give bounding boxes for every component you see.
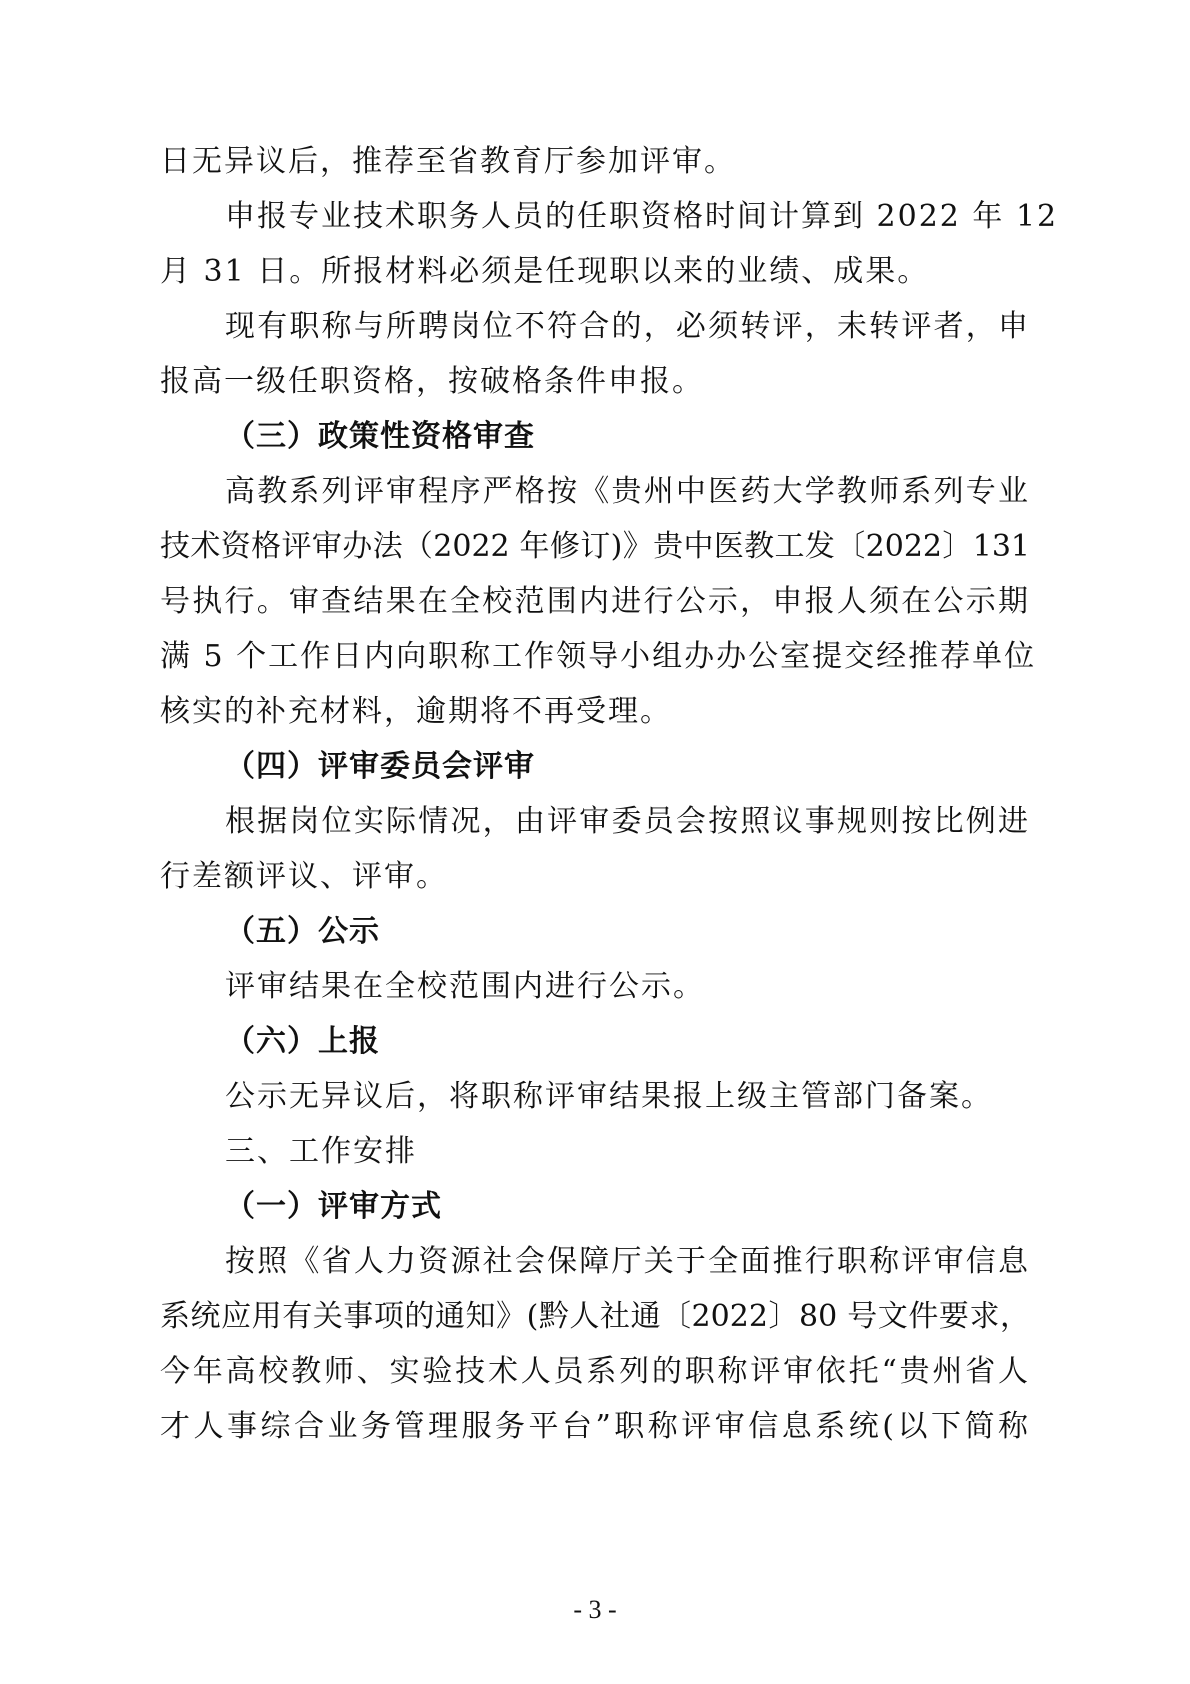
section-heading: （三）政策性资格审查 xyxy=(225,419,535,454)
paragraph-line: 现有职称与所聘岗位不符合的，必须转评，未转评者，申 xyxy=(225,309,1030,344)
paragraph-line: 行差额评议、评审。 xyxy=(160,859,448,894)
paragraph-line: 按照《省人力资源社会保障厅关于全面推行职称评审信息 xyxy=(225,1244,1030,1279)
paragraph-line: 申报专业技术职务人员的任职资格时间计算到 2022 年 12 xyxy=(225,199,1059,234)
paragraph-line: 今年高校教师、实验技术人员系列的职称评审依托“贵州省人 xyxy=(160,1354,1030,1389)
paragraph-line: 号执行。审查结果在全校范围内进行公示，申报人须在公示期 xyxy=(160,584,1030,619)
paragraph-line: 核实的补充材料，逾期将不再受理。 xyxy=(160,694,672,729)
paragraph-line: 评审结果在全校范围内进行公示。 xyxy=(225,969,705,1004)
section-heading: （五）公示 xyxy=(225,914,380,949)
section-heading: （四）评审委员会评审 xyxy=(225,749,535,784)
paragraph-line: 高教系列评审程序严格按《贵州中医药大学教师系列专业 xyxy=(225,474,1030,509)
paragraph-line: 公示无异议后，将职称评审结果报上级主管部门备案。 xyxy=(225,1079,993,1114)
part-heading: 三、工作安排 xyxy=(225,1134,417,1169)
section-heading: （六）上报 xyxy=(225,1024,380,1059)
paragraph-line: 月 31 日。所报材料必须是任现职以来的业绩、成果。 xyxy=(160,254,930,289)
paragraph-line: 报高一级任职资格，按破格条件申报。 xyxy=(160,364,704,399)
section-heading: （一）评审方式 xyxy=(225,1189,442,1224)
paragraph-line: 日无异议后，推荐至省教育厅参加评审。 xyxy=(160,144,736,179)
paragraph-line: 满 5 个工作日内向职称工作领导小组办办公室提交经推荐单位 xyxy=(160,639,1037,674)
paragraph-line: 系统应用有关事项的通知》(黔人社通〔2022〕80 号文件要求， xyxy=(160,1299,1030,1334)
paragraph-line: 技术资格评审办法（2022 年修订)》贵中医教工发〔2022〕131 xyxy=(160,529,1030,564)
page-number: - 3 - xyxy=(573,1595,617,1624)
paragraph-line: 才人事综合业务管理服务平台”职称评审信息系统(以下简称 xyxy=(160,1409,1030,1444)
paragraph-line: 根据岗位实际情况，由评审委员会按照议事规则按比例进 xyxy=(225,804,1030,839)
